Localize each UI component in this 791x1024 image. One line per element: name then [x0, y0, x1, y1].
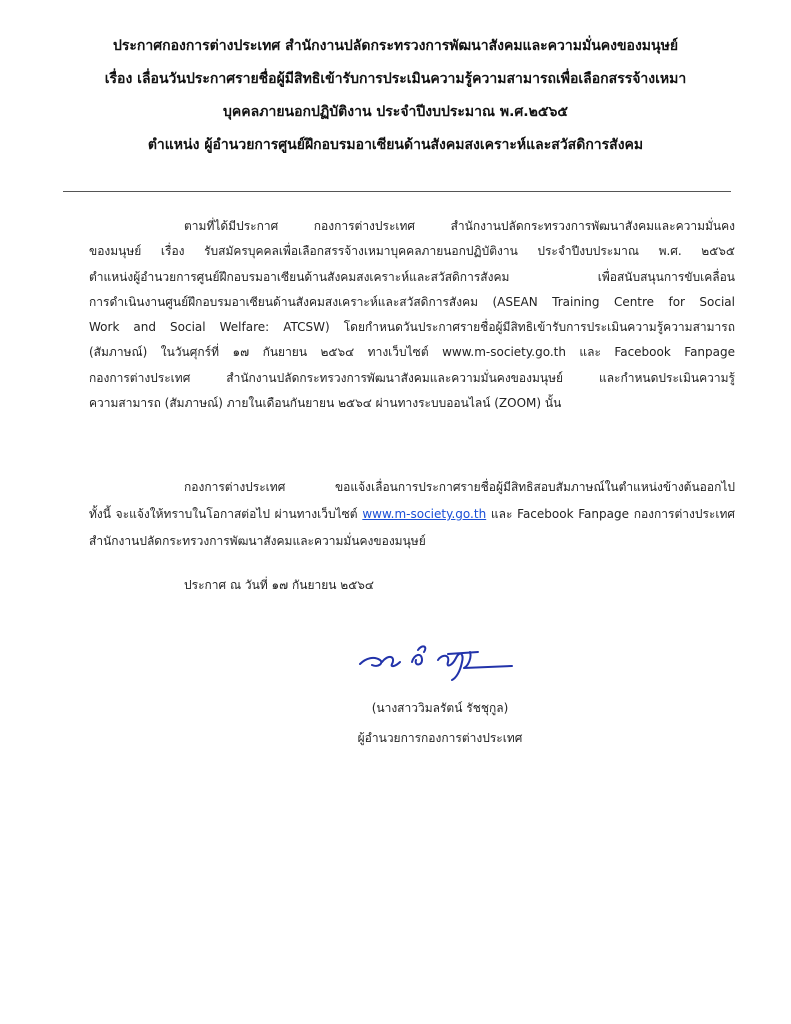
paragraph-line: ตามที่ได้มีประกาศ กองการต่างประเทศ สำนักงานปลัดกระทรวงการพัฒนาสังคมและความมั่นคง — [184, 219, 735, 233]
paragraph-line: Work and Social Welfare: ATCSW) โดยกำหนดวันประกาศรายชื่อผู้มีสิทธิเข้ารับการประเมินความรู้ความสามารถ — [89, 320, 735, 335]
paragraph-line: ความสามารถ (สัมภาษณ์) ภายในเดือนกันยายน ๒๕๖๔ ผ่านทางระบบออนไลน์ (ZOOM) นั้น — [89, 396, 562, 411]
line-text-before-link: ทั้งนี้ จะแจ้งให้ทราบในโอกาสต่อไป ผ่านทางเว็บไซต์ — [89, 507, 363, 521]
signer-name: (นางสาววิมลรัตน์ รัชชุกูล) — [371, 701, 509, 715]
paragraph-background — [89, 214, 735, 416]
header-line-4: ตำแหน่ง ผู้อำนวยการศูนย์ฝึกอบรมอาเซียนด้านสังคมสงเคราะห์และสวัสดิการสังคม — [147, 137, 644, 153]
paragraph-line: สำนักงานปลัดกระทรวงการพัฒนาสังคมและความมั่นคงของมนุษย์ — [89, 534, 426, 548]
header-line-3: บุคคลภายนอกปฏิบัติงาน ประจำปีงบประมาณ พ.ศ.๒๕๖๕ — [223, 104, 568, 120]
paragraph-line: การดำเนินงานศูนย์ฝึกอบรมอาเซียนด้านสังคมสงเคราะห์และสวัสดิการสังคม (ASEAN Training Centre for Social — [89, 294, 735, 309]
header-line-1: ประกาศกองการต่างประเทศ สำนักงานปลัดกระทรวงการพัฒนาสังคมและความมั่นคงของมนุษย์ — [112, 38, 679, 54]
signature-block — [300, 693, 580, 753]
paragraph-line: กองการต่างประเทศ สำนักงานปลัดกระทรวงการพัฒนาสังคมและความมั่นคงของมนุษย์ และกำหนดประเมินความรู้ — [89, 370, 735, 385]
paragraph-line-with-link — [89, 501, 735, 528]
signature-image — [352, 632, 522, 684]
paragraph-line: ตำแหน่งผู้อำนวยการศูนย์ฝึกอบรมอาเซียนด้านสังคมสงเคราะห์และสวัสดิการสังคม เพื่อสนับสนุนการขับเคลื่อน — [89, 269, 735, 284]
line-text-after-link: และ Facebook Fanpage กองการต่างประเทศ — [486, 507, 736, 521]
header-line-2: เรื่อง เลื่อนวันประกาศรายชื่อผู้มีสิทธิเข้ารับการประเมินความรู้ความสามารถเพื่อเลือกสรรจ้างเหมา — [104, 71, 687, 87]
announcement-date: ประกาศ ณ วันที่ ๑๗ กันยายน ๒๕๖๔ — [184, 578, 374, 592]
website-link[interactable]: www.m-society.go.th — [362, 507, 487, 521]
header-divider — [63, 191, 731, 192]
paragraph-line: กองการต่างประเทศ ขอแจ้งเลื่อนการประกาศรายชื่อผู้มีสิทธิสอบสัมภาษณ์ในตำแหน่งข้างต้นออกไป — [184, 480, 735, 494]
signer-position: ผู้อำนวยการกองการต่างประเทศ — [357, 731, 523, 745]
announcement-header — [60, 30, 731, 162]
paragraph-line: ของมนุษย์ เรื่อง รับสมัครบุคคลเพื่อเลือกสรรจ้างเหมาบุคคลภายนอกปฏิบัติงาน ประจำปีงบประมาณ พ.ศ. ๒๕๖๕ — [89, 244, 735, 259]
paragraph-line: (สัมภาษณ์) ในวันศุกร์ที่ ๑๗ กันยายน ๒๕๖๔ ทางเว็บไซต์ www.m-society.go.th และ Facebook Fanpage — [89, 345, 735, 360]
paragraph-postponement — [89, 474, 735, 555]
